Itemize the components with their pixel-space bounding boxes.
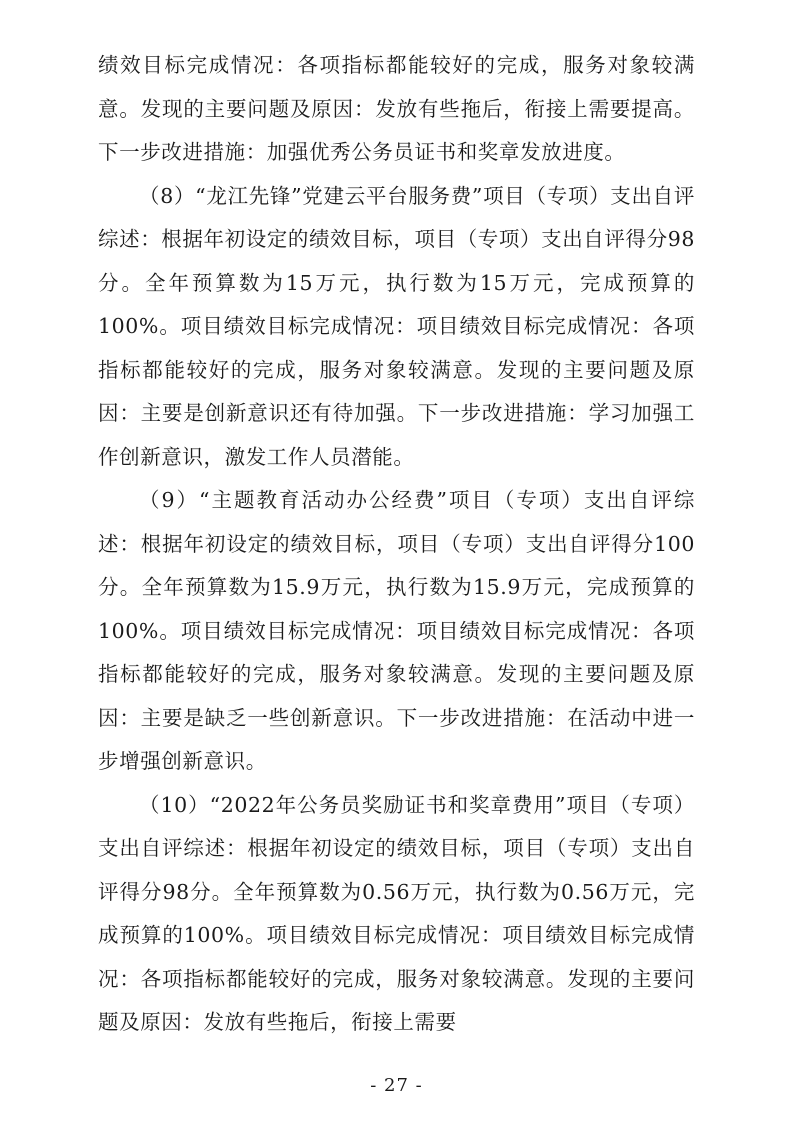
paragraph-item-10: （10）“2022年公务员奖励证书和奖章费用”项目（专项）支出自评综述：根据年初设定的绩效目标，项目（专项）支出自评得分98分。全年预算数为0.56万元，执行数为0.56万元，完成预算的100%。项目绩效目标完成情况：项目绩效目标完成情况：各项指标都能较好的完成，服务对象较满意。发现的主要问题及原因：发放有些拖后，衔接上需要 (98, 792, 695, 1034)
page-number: - 27 - (370, 1075, 423, 1096)
document-body (98, 44, 695, 1045)
paragraph-item-8: （8）“龙江先锋”党建云平台服务费”项目（专项）支出自评综述：根据年初设定的绩效目标，项目（专项）支出自评得分98分。全年预算数为15万元，执行数为15万元，完成预算的100%。项目绩效目标完成情况：项目绩效目标完成情况：各项指标都能较好的完成，服务对象较满意。发现的主要问题及原因：主要是创新意识还有待加强。下一步改进措施：学习加强工作创新意识，激发工作人员潜能。 (98, 183, 695, 469)
paragraph-continued: 绩效目标完成情况：各项指标都能较好的完成，服务对象较满意。发现的主要问题及原因：发放有些拖后，衔接上需要提高。下一步改进措施：加强优秀公务员证书和奖章发放进度。 (98, 53, 695, 164)
paragraph-item-9: （9）“主题教育活动办公经费”项目（专项）支出自评综述：根据年初设定的绩效目标，项目（专项）支出自评得分100分。全年预算数为15.9万元，执行数为15.9万元，完成预算的100%。项目绩效目标完成情况：项目绩效目标完成情况：各项指标都能较好的完成，服务对象较满意。发现的主要问题及原因：主要是缺乏一些创新意识。下一步改进措施：在活动中进一步增强创新意识。 (98, 488, 695, 773)
